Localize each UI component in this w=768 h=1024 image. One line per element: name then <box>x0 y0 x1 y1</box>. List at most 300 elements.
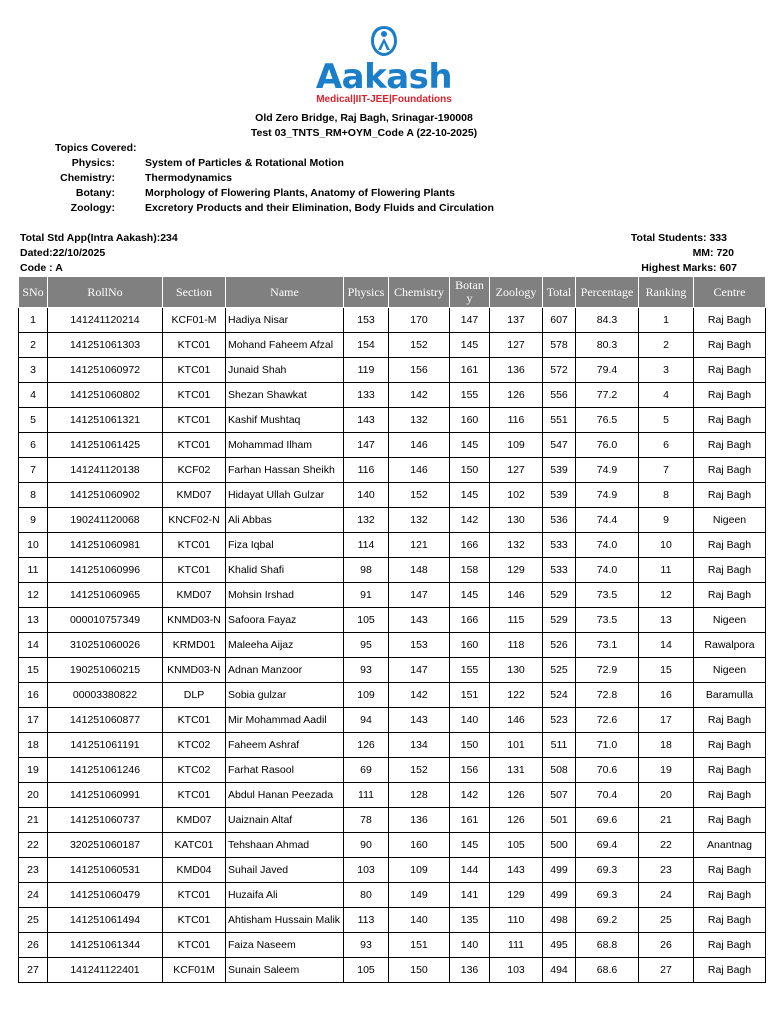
table-row <box>19 858 766 883</box>
cell-total: 529 <box>543 583 576 608</box>
cell-percentage: 69.3 <box>576 858 639 883</box>
cell-zoology: 130 <box>490 658 543 683</box>
cell-percentage: 70.6 <box>576 758 639 783</box>
cell-name: Shezan Shawkat <box>226 383 344 408</box>
cell-name: Junaid Shah <box>226 358 344 383</box>
cell-rollno: 141251061344 <box>48 933 163 958</box>
cell-total: 525 <box>543 658 576 683</box>
cell-centre: Raj Bagh <box>694 483 766 508</box>
cell-centre: Nigeen <box>694 608 766 633</box>
cell-physics: 140 <box>344 483 389 508</box>
cell-name: Hadiya Nisar <box>226 308 344 333</box>
cell-centre: Raj Bagh <box>694 933 766 958</box>
cell-total: 578 <box>543 333 576 358</box>
cell-section: KTC01 <box>163 933 226 958</box>
cell-chemistry: 109 <box>389 858 450 883</box>
cell-physics: 78 <box>344 808 389 833</box>
col-header-sno: SNo <box>19 277 48 308</box>
cell-zoology: 111 <box>490 933 543 958</box>
topics-heading: Topics Covered: <box>55 142 137 154</box>
cell-rollno: 310251060026 <box>48 633 163 658</box>
cell-physics: 153 <box>344 308 389 333</box>
table-row <box>19 308 766 333</box>
cell-chemistry: 142 <box>389 683 450 708</box>
cell-chemistry: 148 <box>389 558 450 583</box>
table-row <box>19 633 766 658</box>
cell-total: 529 <box>543 608 576 633</box>
cell-ranking: 14 <box>639 633 694 658</box>
cell-name: Huzaifa Ali <box>226 883 344 908</box>
cell-percentage: 84.3 <box>576 308 639 333</box>
highest-marks: Highest Marks: 607 <box>641 262 737 274</box>
cell-section: KMD07 <box>163 808 226 833</box>
cell-ranking: 19 <box>639 758 694 783</box>
cell-botany: 161 <box>450 808 490 833</box>
cell-rollno: 141251061321 <box>48 408 163 433</box>
cell-chemistry: 134 <box>389 733 450 758</box>
cell-percentage: 74.9 <box>576 483 639 508</box>
cell-centre: Anantnag <box>694 833 766 858</box>
cell-section: KTC01 <box>163 358 226 383</box>
cell-section: KCF01M <box>163 958 226 983</box>
cell-zoology: 105 <box>490 833 543 858</box>
cell-percentage: 76.0 <box>576 433 639 458</box>
cell-botany: 145 <box>450 433 490 458</box>
cell-total: 536 <box>543 508 576 533</box>
cell-section: KTC01 <box>163 708 226 733</box>
total-students: Total Students: 333 <box>630 232 727 244</box>
cell-name: Tehshaan Ahmad <box>226 833 344 858</box>
cell-physics: 114 <box>344 533 389 558</box>
cell-physics: 147 <box>344 433 389 458</box>
cell-ranking: 1 <box>639 308 694 333</box>
cell-physics: 69 <box>344 758 389 783</box>
cell-ranking: 23 <box>639 858 694 883</box>
cell-name: Farhat Rasool <box>226 758 344 783</box>
cell-ranking: 21 <box>639 808 694 833</box>
cell-centre: Raj Bagh <box>694 308 766 333</box>
table-header-row <box>19 277 766 308</box>
cell-botany: 135 <box>450 908 490 933</box>
cell-ranking: 20 <box>639 783 694 808</box>
table-row <box>19 783 766 808</box>
cell-percentage: 68.8 <box>576 933 639 958</box>
cell-name: Faiza Naseem <box>226 933 344 958</box>
cell-centre: Raj Bagh <box>694 783 766 808</box>
table-row <box>19 508 766 533</box>
cell-percentage: 71.0 <box>576 733 639 758</box>
cell-zoology: 129 <box>490 883 543 908</box>
cell-centre: Nigeen <box>694 658 766 683</box>
cell-section: KTC01 <box>163 433 226 458</box>
cell-centre: Raj Bagh <box>694 458 766 483</box>
col-header-name: Name <box>226 277 344 308</box>
cell-ranking: 7 <box>639 458 694 483</box>
cell-name: Maleeha Aijaz <box>226 633 344 658</box>
cell-centre: Nigeen <box>694 508 766 533</box>
cell-rollno: 141251061246 <box>48 758 163 783</box>
cell-rollno: 00003380822 <box>48 683 163 708</box>
cell-centre: Raj Bagh <box>694 408 766 433</box>
cell-chemistry: 146 <box>389 433 450 458</box>
cell-ranking: 26 <box>639 933 694 958</box>
cell-name: Fiza Iqbal <box>226 533 344 558</box>
topic-name: Morphology of Flowering Plants, Anatomy of Flowering Plants <box>145 187 455 199</box>
cell-botany: 145 <box>450 333 490 358</box>
cell-chemistry: 152 <box>389 333 450 358</box>
cell-total: 539 <box>543 483 576 508</box>
cell-rollno: 190251060215 <box>48 658 163 683</box>
cell-zoology: 136 <box>490 358 543 383</box>
cell-percentage: 73.5 <box>576 608 639 633</box>
cell-botany: 151 <box>450 683 490 708</box>
cell-physics: 154 <box>344 333 389 358</box>
cell-physics: 91 <box>344 583 389 608</box>
cell-zoology: 130 <box>490 508 543 533</box>
dated: Dated:22/10/2025 <box>20 247 106 259</box>
cell-percentage: 79.4 <box>576 358 639 383</box>
cell-rollno: 141251060972 <box>48 358 163 383</box>
table-row <box>19 333 766 358</box>
cell-chemistry: 136 <box>389 808 450 833</box>
cell-rollno: 141251061191 <box>48 733 163 758</box>
cell-percentage: 73.1 <box>576 633 639 658</box>
cell-physics: 111 <box>344 783 389 808</box>
cell-sno: 2 <box>19 333 48 358</box>
cell-zoology: 127 <box>490 458 543 483</box>
cell-rollno: 141241120214 <box>48 308 163 333</box>
cell-name: Khalid Shafi <box>226 558 344 583</box>
cell-rollno: 141251060996 <box>48 558 163 583</box>
table-row <box>19 533 766 558</box>
cell-section: KNMD03-N <box>163 658 226 683</box>
cell-name: Mohand Faheem Afzal <box>226 333 344 358</box>
cell-section: KTC01 <box>163 908 226 933</box>
cell-physics: 90 <box>344 833 389 858</box>
cell-rollno: 141241122401 <box>48 958 163 983</box>
cell-name: Ahtisham Hussain Malik <box>226 908 344 933</box>
cell-centre: Raj Bagh <box>694 708 766 733</box>
cell-ranking: 13 <box>639 608 694 633</box>
cell-physics: 93 <box>344 933 389 958</box>
cell-sno: 6 <box>19 433 48 458</box>
cell-zoology: 146 <box>490 583 543 608</box>
cell-sno: 23 <box>19 858 48 883</box>
cell-name: Abdul Hanan Peezada <box>226 783 344 808</box>
cell-ranking: 8 <box>639 483 694 508</box>
cell-sno: 17 <box>19 708 48 733</box>
table-row <box>19 808 766 833</box>
table-body <box>19 308 766 983</box>
cell-percentage: 77.2 <box>576 383 639 408</box>
cell-total: 547 <box>543 433 576 458</box>
cell-chemistry: 132 <box>389 408 450 433</box>
cell-centre: Raj Bagh <box>694 558 766 583</box>
cell-chemistry: 147 <box>389 583 450 608</box>
topic-subject: Zoology: <box>70 202 115 214</box>
cell-zoology: 137 <box>490 308 543 333</box>
topic-subject: Chemistry: <box>60 172 115 184</box>
cell-name: Adnan Manzoor <box>226 658 344 683</box>
cell-total: 498 <box>543 908 576 933</box>
table-row <box>19 558 766 583</box>
table-row <box>19 708 766 733</box>
cell-botany: 161 <box>450 358 490 383</box>
cell-sno: 11 <box>19 558 48 583</box>
cell-rollno: 141251060737 <box>48 808 163 833</box>
table-row <box>19 908 766 933</box>
max-marks: MM: 720 <box>692 247 734 259</box>
cell-percentage: 69.4 <box>576 833 639 858</box>
cell-section: KCF01-M <box>163 308 226 333</box>
cell-rollno: 141251060991 <box>48 783 163 808</box>
cell-sno: 19 <box>19 758 48 783</box>
cell-section: KTC02 <box>163 733 226 758</box>
cell-rollno: 141251060902 <box>48 483 163 508</box>
cell-total: 556 <box>543 383 576 408</box>
topic-subject: Physics: <box>71 157 115 169</box>
cell-sno: 9 <box>19 508 48 533</box>
table-row <box>19 833 766 858</box>
cell-zoology: 118 <box>490 633 543 658</box>
cell-name: Suhail Javed <box>226 858 344 883</box>
cell-rollno: 141251060479 <box>48 883 163 908</box>
cell-percentage: 68.6 <box>576 958 639 983</box>
cell-botany: 160 <box>450 633 490 658</box>
cell-botany: 144 <box>450 858 490 883</box>
results-table <box>18 276 766 983</box>
cell-percentage: 70.4 <box>576 783 639 808</box>
cell-chemistry: 156 <box>389 358 450 383</box>
topic-name: Thermodynamics <box>145 172 232 184</box>
cell-total: 499 <box>543 858 576 883</box>
cell-rollno: 000010757349 <box>48 608 163 633</box>
cell-name: Mohsin Irshad <box>226 583 344 608</box>
col-header-physics: Physics <box>344 277 389 308</box>
cell-chemistry: 132 <box>389 508 450 533</box>
table-row <box>19 958 766 983</box>
cell-rollno: 141251060531 <box>48 858 163 883</box>
cell-sno: 18 <box>19 733 48 758</box>
cell-rollno: 190241120068 <box>48 508 163 533</box>
cell-centre: Raj Bagh <box>694 433 766 458</box>
cell-chemistry: 146 <box>389 458 450 483</box>
cell-total: 551 <box>543 408 576 433</box>
cell-name: Sunain Saleem <box>226 958 344 983</box>
cell-centre: Raj Bagh <box>694 383 766 408</box>
cell-zoology: 143 <box>490 858 543 883</box>
cell-name: Ali Abbas <box>226 508 344 533</box>
cell-zoology: 131 <box>490 758 543 783</box>
cell-name: Faheem Ashraf <box>226 733 344 758</box>
cell-percentage: 72.9 <box>576 658 639 683</box>
cell-chemistry: 121 <box>389 533 450 558</box>
cell-total: 572 <box>543 358 576 383</box>
cell-botany: 141 <box>450 883 490 908</box>
col-header-zoology: Zoology <box>490 277 543 308</box>
cell-name: Sobia gulzar <box>226 683 344 708</box>
cell-section: KMD04 <box>163 858 226 883</box>
cell-chemistry: 143 <box>389 608 450 633</box>
cell-botany: 166 <box>450 533 490 558</box>
cell-rollno: 141251060802 <box>48 383 163 408</box>
cell-total: 494 <box>543 958 576 983</box>
cell-physics: 109 <box>344 683 389 708</box>
cell-zoology: 102 <box>490 483 543 508</box>
cell-botany: 160 <box>450 408 490 433</box>
cell-sno: 25 <box>19 908 48 933</box>
cell-chemistry: 152 <box>389 758 450 783</box>
cell-section: KTC01 <box>163 783 226 808</box>
aakash-figure-icon <box>369 24 399 58</box>
col-header-centre: Centre <box>694 277 766 308</box>
cell-ranking: 9 <box>639 508 694 533</box>
table-row <box>19 933 766 958</box>
cell-physics: 143 <box>344 408 389 433</box>
cell-rollno: 141251060965 <box>48 583 163 608</box>
cell-sno: 8 <box>19 483 48 508</box>
cell-name: Safoora Fayaz <box>226 608 344 633</box>
cell-chemistry: 160 <box>389 833 450 858</box>
cell-chemistry: 151 <box>389 933 450 958</box>
cell-physics: 132 <box>344 508 389 533</box>
cell-botany: 155 <box>450 383 490 408</box>
cell-total: 501 <box>543 808 576 833</box>
cell-botany: 166 <box>450 608 490 633</box>
cell-centre: Raj Bagh <box>694 858 766 883</box>
cell-section: KRMD01 <box>163 633 226 658</box>
cell-zoology: 109 <box>490 433 543 458</box>
cell-percentage: 69.3 <box>576 883 639 908</box>
cell-section: KTC01 <box>163 558 226 583</box>
cell-physics: 126 <box>344 733 389 758</box>
cell-section: KMD07 <box>163 583 226 608</box>
cell-total: 507 <box>543 783 576 808</box>
cell-centre: Raj Bagh <box>694 333 766 358</box>
cell-centre: Raj Bagh <box>694 533 766 558</box>
cell-sno: 12 <box>19 583 48 608</box>
cell-physics: 133 <box>344 383 389 408</box>
total-std-app: Total Std App(Intra Aakash):234 <box>20 232 178 244</box>
cell-chemistry: 150 <box>389 958 450 983</box>
address-line: Old Zero Bridge, Raj Bagh, Srinagar-190008 <box>255 112 473 124</box>
cell-ranking: 3 <box>639 358 694 383</box>
cell-sno: 13 <box>19 608 48 633</box>
topic-subject: Botany: <box>75 187 115 199</box>
cell-botany: 145 <box>450 583 490 608</box>
cell-ranking: 11 <box>639 558 694 583</box>
cell-percentage: 76.5 <box>576 408 639 433</box>
cell-sno: 20 <box>19 783 48 808</box>
cell-ranking: 4 <box>639 383 694 408</box>
cell-total: 524 <box>543 683 576 708</box>
cell-zoology: 129 <box>490 558 543 583</box>
cell-sno: 7 <box>19 458 48 483</box>
cell-chemistry: 128 <box>389 783 450 808</box>
cell-rollno: 141251061494 <box>48 908 163 933</box>
cell-centre: Raj Bagh <box>694 958 766 983</box>
cell-botany: 158 <box>450 558 490 583</box>
cell-ranking: 25 <box>639 908 694 933</box>
cell-name: Uaiznain Altaf <box>226 808 344 833</box>
cell-botany: 156 <box>450 758 490 783</box>
cell-rollno: 141241120138 <box>48 458 163 483</box>
table-row <box>19 758 766 783</box>
cell-zoology: 101 <box>490 733 543 758</box>
cell-physics: 105 <box>344 608 389 633</box>
topic-name: Excretory Products and their Elimination, Body Fluids and Circulation <box>145 202 494 214</box>
cell-zoology: 126 <box>490 783 543 808</box>
cell-botany: 145 <box>450 833 490 858</box>
cell-total: 533 <box>543 558 576 583</box>
cell-physics: 116 <box>344 458 389 483</box>
cell-sno: 21 <box>19 808 48 833</box>
cell-physics: 94 <box>344 708 389 733</box>
col-header-botany: Botan y <box>450 277 490 308</box>
cell-total: 508 <box>543 758 576 783</box>
cell-zoology: 122 <box>490 683 543 708</box>
cell-centre: Raj Bagh <box>694 883 766 908</box>
cell-zoology: 103 <box>490 958 543 983</box>
cell-centre: Raj Bagh <box>694 583 766 608</box>
cell-chemistry: 149 <box>389 883 450 908</box>
cell-zoology: 126 <box>490 383 543 408</box>
cell-physics: 119 <box>344 358 389 383</box>
cell-ranking: 5 <box>639 408 694 433</box>
table-row <box>19 408 766 433</box>
cell-sno: 5 <box>19 408 48 433</box>
cell-botany: 140 <box>450 933 490 958</box>
cell-ranking: 17 <box>639 708 694 733</box>
cell-chemistry: 143 <box>389 708 450 733</box>
col-header-section: Section <box>163 277 226 308</box>
cell-total: 500 <box>543 833 576 858</box>
table-row <box>19 583 766 608</box>
cell-sno: 27 <box>19 958 48 983</box>
cell-total: 539 <box>543 458 576 483</box>
cell-name: Kashif Mushtaq <box>226 408 344 433</box>
cell-chemistry: 152 <box>389 483 450 508</box>
cell-physics: 98 <box>344 558 389 583</box>
cell-section: KATC01 <box>163 833 226 858</box>
cell-ranking: 16 <box>639 683 694 708</box>
cell-botany: 150 <box>450 458 490 483</box>
cell-ranking: 15 <box>639 658 694 683</box>
cell-zoology: 127 <box>490 333 543 358</box>
cell-sno: 14 <box>19 633 48 658</box>
cell-botany: 140 <box>450 708 490 733</box>
cell-physics: 105 <box>344 958 389 983</box>
cell-percentage: 80.3 <box>576 333 639 358</box>
cell-name: Hidayat Ullah Gulzar <box>226 483 344 508</box>
col-header-chemistry: Chemistry <box>389 277 450 308</box>
cell-centre: Raj Bagh <box>694 758 766 783</box>
cell-centre: Raj Bagh <box>694 358 766 383</box>
cell-percentage: 69.2 <box>576 908 639 933</box>
cell-botany: 145 <box>450 483 490 508</box>
cell-sno: 22 <box>19 833 48 858</box>
cell-percentage: 74.0 <box>576 558 639 583</box>
cell-name: Mohammad Ilham <box>226 433 344 458</box>
cell-ranking: 6 <box>639 433 694 458</box>
table-row <box>19 433 766 458</box>
cell-botany: 147 <box>450 308 490 333</box>
cell-name: Mir Mohammad Aadil <box>226 708 344 733</box>
cell-section: KTC01 <box>163 383 226 408</box>
cell-sno: 4 <box>19 383 48 408</box>
cell-section: KCF02 <box>163 458 226 483</box>
cell-zoology: 132 <box>490 533 543 558</box>
